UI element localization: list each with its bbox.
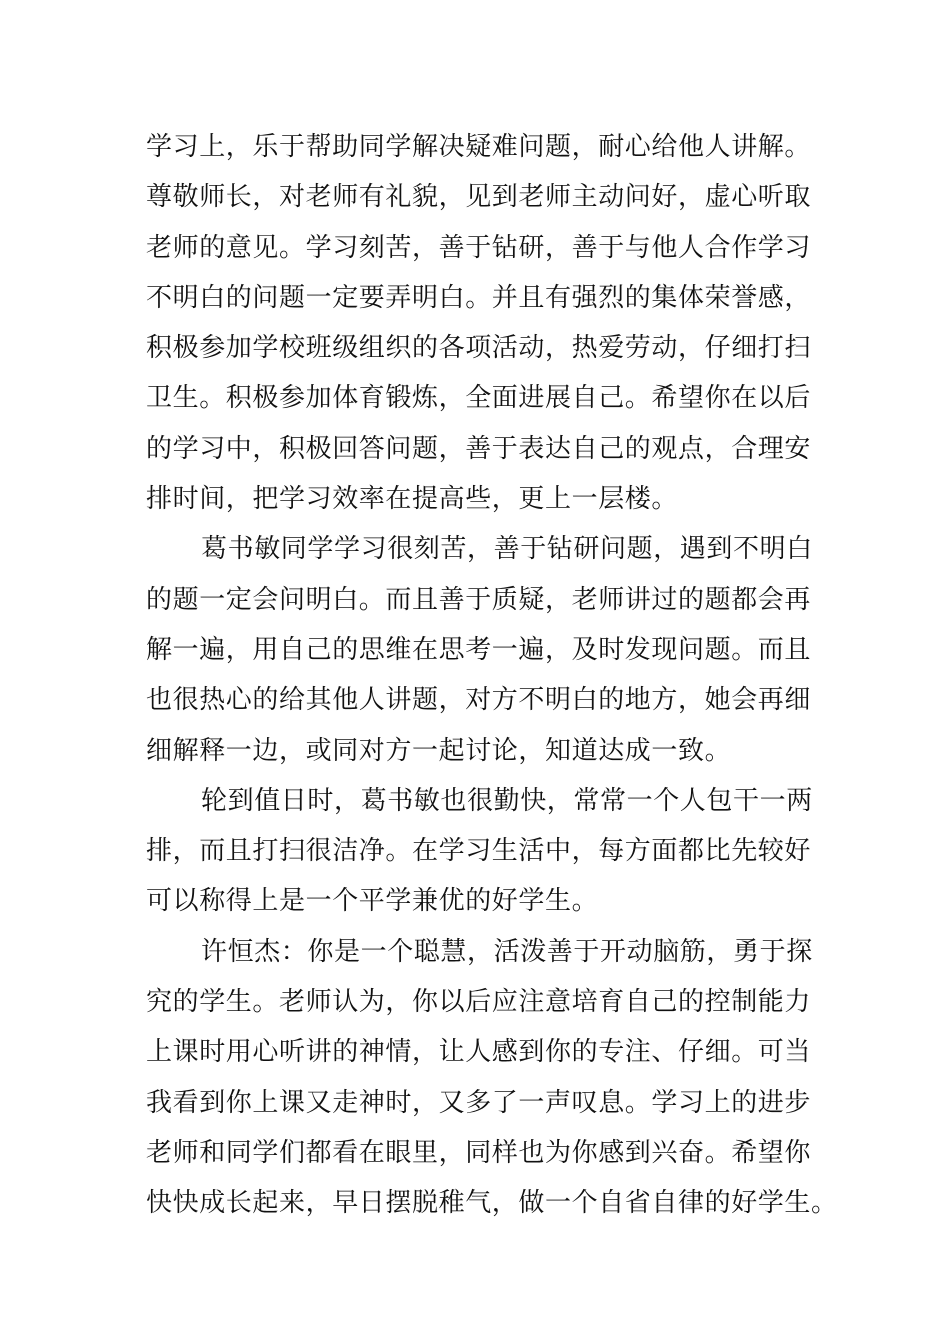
text-line: 究的学生。老师认为，你以后应注意培育自己的控制能力 — [146, 987, 812, 1018]
text-line: 细解释一边，或同对方一起讨论，知道达成一致。 — [146, 735, 732, 766]
text-line: 老师和同学们都看在眼里，同样也为你感到兴奋。希望你 — [146, 1137, 812, 1168]
text-line: 的题一定会问明白。而且善于质疑，老师讲过的题都会再 — [146, 584, 812, 615]
document-body — [146, 122, 838, 1229]
text-line: 快快成长起来，早日摆脱稚气，做一个自省自律的好学生。 — [146, 1188, 838, 1219]
text-line: 不明白的问题一定要弄明白。并且有强烈的集体荣誉感， — [146, 282, 812, 313]
text-line: 卫生。积极参加体育锻炼，全面进展自己。希望你在以后 — [146, 383, 812, 414]
text-line: 可以称得上是一个平学兼优的好学生。 — [146, 886, 599, 917]
text-line: 老师的意见。学习刻苦，善于钻研，善于与他人合作学习 — [146, 232, 812, 263]
text-line: 也很热心的给其他人讲题，对方不明白的地方，她会再细 — [146, 685, 812, 716]
text-line: 解一遍，用自己的思维在思考一遍，及时发现问题。而且 — [146, 634, 812, 665]
paragraph-start-line: 葛书敏同学学习很刻苦，善于钻研问题，遇到不明白 — [201, 534, 813, 565]
text-line: 我看到你上课又走神时，又多了一声叹息。学习上的进步 — [146, 1087, 812, 1118]
text-line: 的学习中，积极回答问题，善于表达自己的观点，合理安 — [146, 433, 812, 464]
text-line: 排，而且打扫很洁净。在学习生活中，每方面都比先较好 — [146, 836, 812, 867]
text-line: 排时间，把学习效率在提高些，更上一层楼。 — [146, 484, 679, 515]
text-line: 积极参加学校班级组织的各项活动，热爱劳动，仔细打扫 — [146, 333, 812, 364]
text-line: 上课时用心听讲的神情，让人感到你的专注、仔细。可当 — [146, 1037, 812, 1068]
paragraph-start-line: 轮到值日时，葛书敏也很勤快，常常一个人包干一两 — [201, 785, 813, 816]
text-line: 学习上，乐于帮助同学解决疑难问题，耐心给他人讲解。 — [146, 132, 812, 162]
text-line: 尊敬师长，对老师有礼貌，见到老师主动问好，虚心听取 — [146, 182, 812, 213]
paragraph-start-line: 许恒杰：你是一个聪慧，活泼善于开动脑筋，勇于探 — [201, 936, 813, 967]
